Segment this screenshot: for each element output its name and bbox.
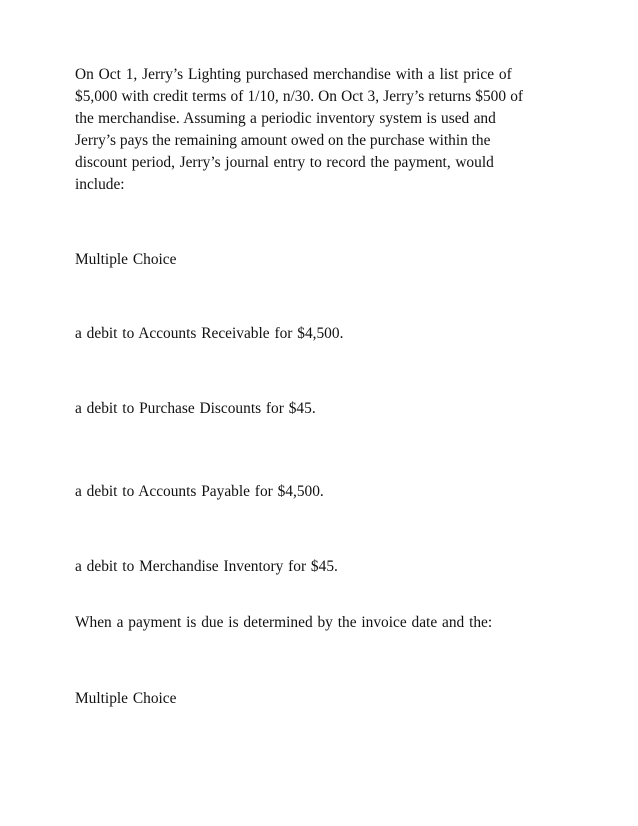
answer-option-4: a debit to Merchandise Inventory for $45. (75, 558, 338, 575)
answer-option-3: a debit to Accounts Payable for $4,500. (75, 483, 324, 500)
answer-option-1: a debit to Accounts Receivable for $4,500. (75, 325, 344, 342)
question-1-line-6: include: (75, 176, 125, 193)
question-1-line-4: Jerry’s pays the remaining amount owed on the purchase within the (75, 132, 491, 149)
question-2-text: When a payment is due is determined by the invoice date and the: (75, 614, 493, 631)
question-1-line-5: discount period, Jerry’s journal entry to record the payment, would (75, 154, 494, 171)
question-1-line-3: the merchandise. Assuming a periodic inventory system is used and (75, 110, 496, 127)
question-1-type-label: Multiple Choice (75, 251, 177, 268)
question-1-line-2: $5,000 with credit terms of 1/10, n/30. On Oct 3, Jerry’s returns $500 of (75, 88, 524, 105)
question-2-type-label: Multiple Choice (75, 690, 177, 707)
answer-option-2: a debit to Purchase Discounts for $45. (75, 400, 316, 417)
question-1-line-1: On Oct 1, Jerry’s Lighting purchased merchandise with a list price of (75, 66, 512, 83)
